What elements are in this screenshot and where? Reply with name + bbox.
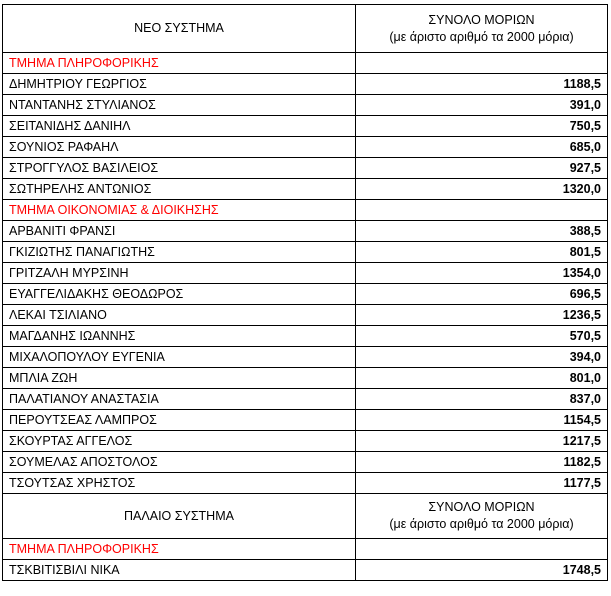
- candidate-name: ΝΤΑΝΤΑΝΗΣ ΣΤΥΛΙΑΝΟΣ: [3, 95, 356, 116]
- candidate-score: 927,5: [356, 158, 608, 179]
- candidate-name: ΓΚΙΖΙΩΤΗΣ ΠΑΝΑΓΙΩΤΗΣ: [3, 242, 356, 263]
- candidate-score: 685,0: [356, 137, 608, 158]
- candidate-name: ΤΣΟΥΤΣΑΣ ΧΡΗΣΤΟΣ: [3, 473, 356, 494]
- department-score-cell: [356, 539, 608, 560]
- table-row: [3, 473, 608, 494]
- table-row: [3, 410, 608, 431]
- results-table: [2, 4, 608, 581]
- candidate-score: 394,0: [356, 347, 608, 368]
- department-score-cell: [356, 53, 608, 74]
- candidate-score: 801,5: [356, 242, 608, 263]
- table-row: [3, 389, 608, 410]
- table-row: [3, 347, 608, 368]
- candidate-name: ΣΟΥΜΕΛΑΣ ΑΠΟΣΤΟΛΟΣ: [3, 452, 356, 473]
- old-system-header-row: [3, 494, 608, 539]
- candidate-score: 1188,5: [356, 74, 608, 95]
- candidate-score: 1748,5: [356, 560, 608, 581]
- section-title: ΝΕΟ ΣΥΣΤΗΜΑ: [3, 5, 356, 53]
- table-row: [3, 326, 608, 347]
- score-column-header-line1: ΣΥΝΟΛΟ ΜΟΡΙΩΝ: [428, 12, 535, 27]
- table-row: [3, 74, 608, 95]
- candidate-score: 801,0: [356, 368, 608, 389]
- score-column-header-line2: (με άριστο αριθμό τα 2000 μόρια): [389, 29, 574, 44]
- candidate-score: 1154,5: [356, 410, 608, 431]
- candidate-score: 1236,5: [356, 305, 608, 326]
- section-title: ΠΑΛΑΙΟ ΣΥΣΤΗΜΑ: [3, 494, 356, 539]
- candidate-score: 837,0: [356, 389, 608, 410]
- table-row: [3, 95, 608, 116]
- results-table-body: [3, 5, 608, 581]
- candidate-name: ΣΟΥΝΙΟΣ ΡΑΦΑΗΛ: [3, 137, 356, 158]
- candidate-score: 1177,5: [356, 473, 608, 494]
- candidate-name: ΣΕΙΤΑΝΙΔΗΣ ΔΑΝΙΗΛ: [3, 116, 356, 137]
- candidate-name: ΓΡΙΤΖΑΛΗ ΜΥΡΣΙΝΗ: [3, 263, 356, 284]
- candidate-score: 750,5: [356, 116, 608, 137]
- candidate-score: 570,5: [356, 326, 608, 347]
- candidate-name: ΛΕΚΑΙ ΤΣΙΛΙΑΝΟ: [3, 305, 356, 326]
- table-row: [3, 431, 608, 452]
- table-row: [3, 284, 608, 305]
- table-row: [3, 560, 608, 581]
- table-row: [3, 368, 608, 389]
- new-system-header-row: [3, 5, 608, 53]
- candidate-name: ΤΣΚΒΙΤΙΣΒΙΛΙ ΝΙΚΑ: [3, 560, 356, 581]
- candidate-name: ΣΤΡΟΓΓΥΛΟΣ ΒΑΣΙΛΕΙΟΣ: [3, 158, 356, 179]
- department-row: [3, 539, 608, 560]
- department-row: [3, 200, 608, 221]
- candidate-score: 388,5: [356, 221, 608, 242]
- candidate-name: ΣΚΟΥΡΤΑΣ ΑΓΓΕΛΟΣ: [3, 431, 356, 452]
- candidate-name: ΠΑΛΑΤΙΑΝΟΥ ΑΝΑΣΤΑΣΙΑ: [3, 389, 356, 410]
- candidate-score: 391,0: [356, 95, 608, 116]
- candidate-name: ΜΙΧΑΛΟΠΟΥΛΟΥ ΕΥΓΕΝΙΑ: [3, 347, 356, 368]
- table-row: [3, 305, 608, 326]
- table-row: [3, 179, 608, 200]
- department-name: ΤΜΗΜΑ ΠΛΗΡΟΦΟΡΙΚΗΣ: [3, 53, 356, 74]
- table-row: [3, 221, 608, 242]
- department-name: ΤΜΗΜΑ ΠΛΗΡΟΦΟΡΙΚΗΣ: [3, 539, 356, 560]
- candidate-score: 1320,0: [356, 179, 608, 200]
- candidate-name: ΕΥΑΓΓΕΛΙΔΑΚΗΣ ΘΕΟΔΩΡΟΣ: [3, 284, 356, 305]
- candidate-name: ΠΕΡΟΥΤΣΕΑΣ ΛΑΜΠΡΟΣ: [3, 410, 356, 431]
- candidate-name: ΣΩΤΗΡΕΛΗΣ ΑΝΤΩΝΙΟΣ: [3, 179, 356, 200]
- table-row: [3, 263, 608, 284]
- candidate-score: 696,5: [356, 284, 608, 305]
- candidate-name: ΔΗΜΗΤΡΙΟΥ ΓΕΩΡΓΙΟΣ: [3, 74, 356, 95]
- candidate-name: ΑΡΒΑΝΙΤΙ ΦΡΑΝΣΙ: [3, 221, 356, 242]
- table-row: [3, 137, 608, 158]
- table-row: [3, 452, 608, 473]
- table-row: [3, 242, 608, 263]
- candidate-score: 1354,0: [356, 263, 608, 284]
- department-score-cell: [356, 200, 608, 221]
- score-column-header-line1: ΣΥΝΟΛΟ ΜΟΡΙΩΝ: [428, 500, 535, 514]
- department-name: ΤΜΗΜΑ ΟΙΚΟΝΟΜΙΑΣ & ΔΙΟΙΚΗΣΗΣ: [3, 200, 356, 221]
- score-column-header-line2: (με άριστο αριθμό τα 2000 μόρια): [389, 517, 574, 531]
- department-row: [3, 53, 608, 74]
- candidate-name: ΜΠΛΙΑ ΖΩΗ: [3, 368, 356, 389]
- candidate-score: 1182,5: [356, 452, 608, 473]
- table-row: [3, 158, 608, 179]
- candidate-name: ΜΑΓΔΑΝΗΣ ΙΩΑΝΝΗΣ: [3, 326, 356, 347]
- candidate-score: 1217,5: [356, 431, 608, 452]
- table-row: [3, 116, 608, 137]
- score-column-header: [356, 5, 608, 53]
- score-column-header: [356, 494, 608, 539]
